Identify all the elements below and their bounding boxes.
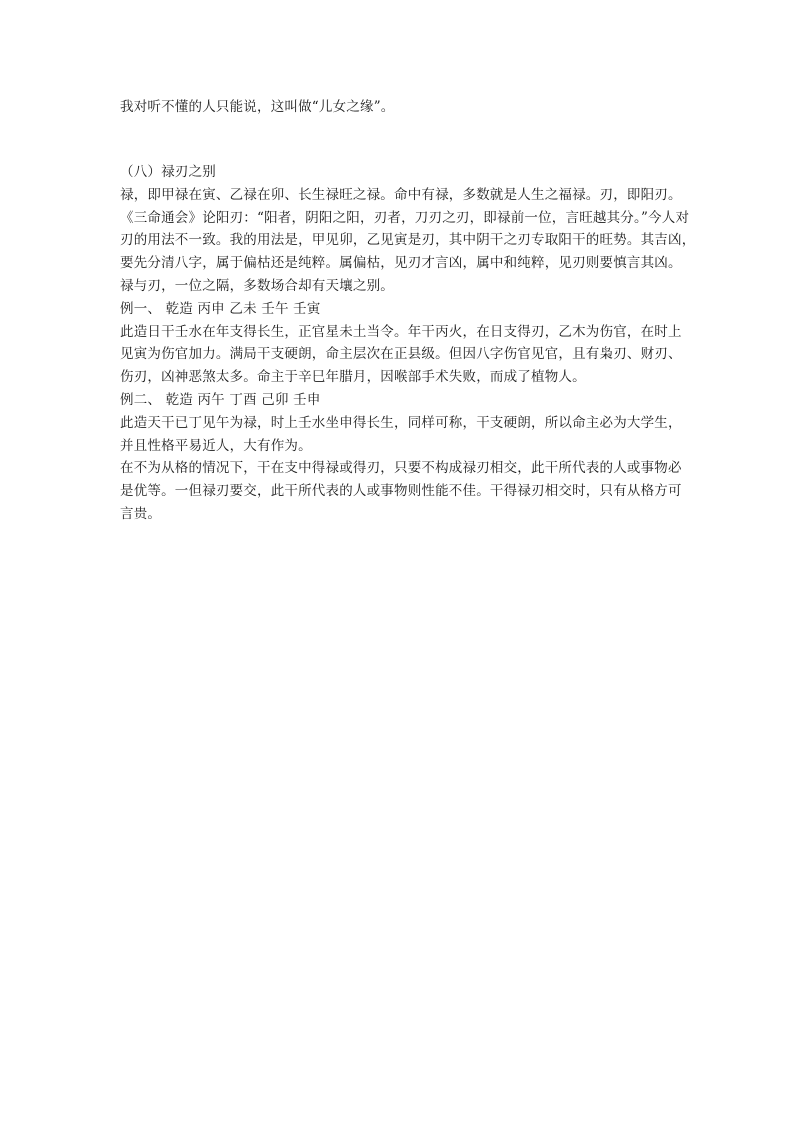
body-line: 禄，即甲禄在寅、乙禄在卯、长生禄旺之禄。命中有禄，多数就是人生之福禄。刃，即阳刃。 — [120, 186, 682, 203]
example-two-heading: 例二、 乾造 丙午 丁酉 己卯 壬申 — [120, 391, 321, 408]
body-line: 禄与刃，一位之隔，多数场合却有天壤之别。 — [120, 277, 394, 294]
body-line: 伤刃，凶神恶煞太多。命主于辛巳年腊月，因喉部手术失败，而成了植物人。 — [120, 369, 586, 386]
body-line: 是优等。一但禄刃要交，此干所代表的人或事物则性能不佳。干得禄刃相交时，只有从格方可 — [120, 483, 682, 500]
body-line: 此造天干已丁见午为禄，时上壬水坐申得长生，同样可称，干支硬朗，所以命主必为大学生， — [120, 414, 682, 431]
body-line: 《三命通会》论阳刃：“阳者，阴阳之阳，刃者，刀刃之刃，即禄前一位，言旺越其分。”今人对 — [120, 209, 690, 226]
body-line: 并且性格平易近人，大有作为。 — [120, 437, 312, 454]
body-line: 刃的用法不一致。我的用法是，甲见卯，乙见寅是刃，其中阴干之刃专取阳干的旺势。其吉凶， — [120, 232, 696, 249]
body-line: 言贵。 — [120, 505, 162, 522]
body-line: 要先分清八字，属于偏枯还是纯粹。属偏枯，见刃才言凶，属中和纯粹，见刃则要慎言其凶。 — [120, 255, 682, 272]
section-luren — [120, 161, 696, 526]
body-line: 见寅为伤官加力。满局干支硬朗，命主层次在正县级。但因八字伤官见官，且有枭刃、财刃、 — [120, 346, 682, 363]
body-line: 此造日干壬水在年支得长生，正官星未土当令。年干丙火，在日支得刃，乙木为伤官，在时上 — [120, 323, 682, 340]
example-one-heading: 例一、 乾造 丙申 乙未 壬午 壬寅 — [120, 300, 321, 317]
intro-paragraph: 我对听不懂的人只能说，这叫做“儿女之缘”。 — [120, 99, 395, 115]
body-line: 在不为从格的情况下，干在支中得禄或得刃，只要不构成禄刃相交，此干所代表的人或事物必 — [120, 460, 682, 477]
section-heading: （八）禄刃之别 — [120, 164, 216, 180]
